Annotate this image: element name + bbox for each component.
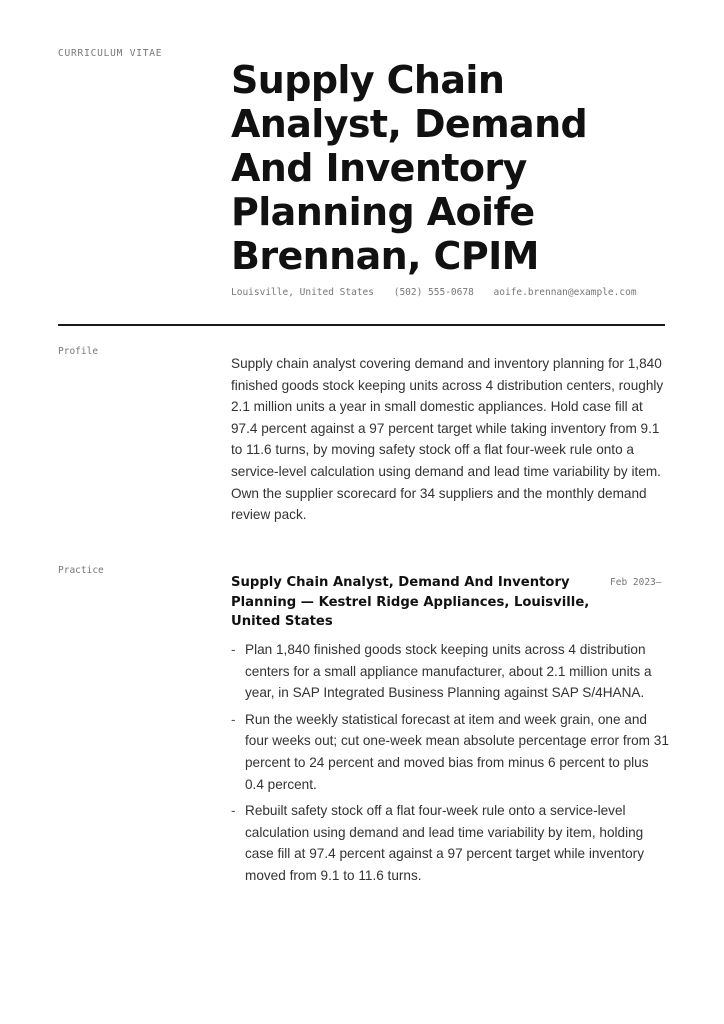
bullet-dash: -: [231, 803, 236, 819]
contact-email: aoife.brennan@example.com: [493, 287, 637, 298]
document-eyebrow: CURRICULUM VITAE: [58, 48, 163, 59]
job-dates: Feb 2023–: [610, 577, 662, 588]
job-bullet: [231, 639, 671, 704]
job-bullet-text: Plan 1,840 finished goods stock keeping units across 4 distribution centers for a small appliance manufacturer, about 2.1 million units a year, in SAP Integrated Business Planning against SAP S/4HANA.: [245, 642, 652, 701]
job-bullet: [231, 709, 671, 795]
practice-section-label: Practice: [58, 565, 104, 576]
profile-section-label: Profile: [58, 346, 99, 357]
header-divider: [58, 324, 665, 326]
job-bullet-list: [231, 639, 671, 892]
job-bullet: [231, 800, 671, 886]
job-bullet-text: Rebuilt safety stock off a flat four-week rule onto a service-level calculation using demand and lead time variability by item, holding case fill at 97.4 percent against a 97 percent target while inventory moved from 9.1 to 11.6 turns.: [245, 803, 644, 883]
job-bullet-text: Run the weekly statistical forecast at item and week grain, one and four weeks out; cut one-week mean absolute percentage error from 31 percent to 24 percent and moved bias from minus 6 percent to plus 0.4 percent.: [245, 711, 669, 792]
contact-phone: (502) 555-0678: [393, 287, 474, 298]
job-title: Supply Chain Analyst, Demand And Inventory Planning — Kestrel Ridge Appliances, Louisville, United States: [231, 575, 590, 629]
candidate-name-title: Supply Chain Analyst, Demand And Inventory Planning Aoife Brennan, CPIM: [231, 58, 588, 278]
contact-line: [231, 287, 651, 298]
bullet-dash: -: [231, 711, 236, 727]
bullet-dash: -: [231, 642, 236, 657]
profile-summary: Supply chain analyst covering demand and inventory planning for 1,840 finished goods stock keeping units across 4 distribution centers, roughly 2.1 million units a year in small domestic appliances. Hold case fill at 97.4 percent against a 97 percent target while taking inventory from 9.1 to 11.6 turns, by moving safety stock off a flat four-week rule onto a service-level calculation using demand and lead time variability by item. Own the supplier scorecard for 34 suppliers and the monthly demand review pack.: [231, 356, 664, 523]
contact-location: Louisville, United States: [231, 287, 374, 298]
